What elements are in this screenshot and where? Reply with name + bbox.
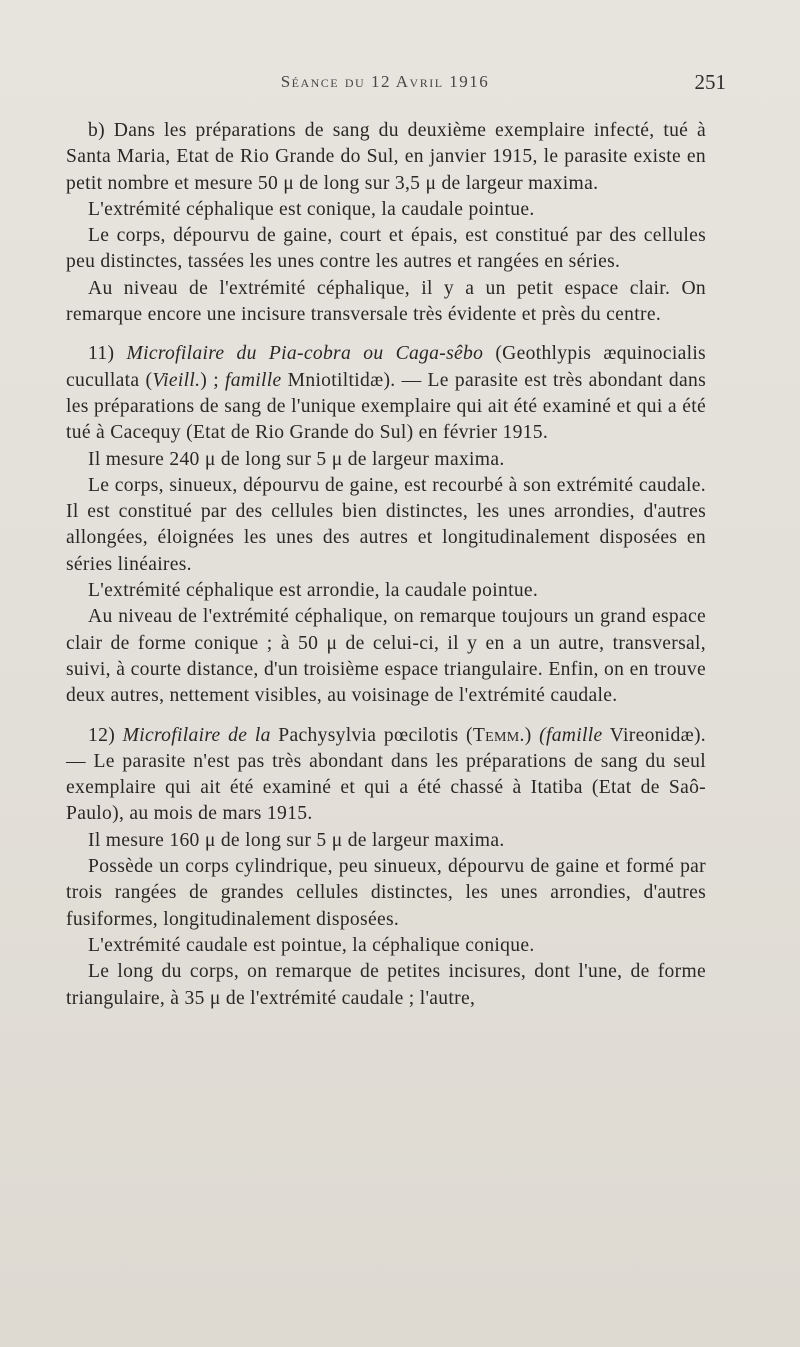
- paragraph-b-sample: b) Dans les préparations de sang du deuxième exemplaire infecté, tué à Santa Maria, Etat de Rio Grande do Sul, en janvier 1915, le parasite existe en petit nombre et mesure 50 μ de long sur 3,5 μ de largeur maxima.: [66, 120, 706, 194]
- section-number: 12): [88, 724, 123, 746]
- paragraph-body-sinuous: Le corps, sinueux, dépourvu de gaine, est recourbé à son extrémité caudale. Il est constitué par des cellules bien distinctes, les unes arrondies, d'autres allongées, éloignées les unes des autres et longitudinalement disposées en séries linéaires.: [66, 474, 706, 575]
- paragraph-body-structure: Le corps, dépourvu de gaine, court et épais, est constitué par des cellules peu distinctes, tassées les unes contre les autres et rangées en séries.: [66, 225, 706, 273]
- paragraph-incisures: Le long du corps, on remarque de petites incisures, dont l'une, de forme triangulaire, à 35 μ de l'extrémité caudale ; l'autre,: [66, 961, 706, 1009]
- paragraph-cylindrical-body: Possède un corps cylindrique, peu sinueux, dépourvu de gaine et formé par trois rangées de grandes cellules distinctes, les unes arrondies, d'autres fusiformes, longitudinalement disposées.: [66, 856, 706, 930]
- section-text: Mniotiltidæ). — Le parasite est très abondant dans les préparations de sang de l'unique exemplaire qui ait été examiné et qui a été tué à Cacequy (Etat de Rio Grande do Sul) en février 1915.: [66, 369, 706, 444]
- separator-text: ) ;: [200, 369, 226, 391]
- paragraph-section-12: [66, 723, 706, 828]
- paragraph-measure-160: Il mesure 160 μ de long sur 5 μ de largeur maxima.: [88, 829, 505, 851]
- running-head-title: Séance du 12 Avril 1916: [280, 72, 490, 91]
- running-head: [66, 70, 726, 98]
- body-text: [66, 118, 706, 1012]
- paragraph-section-11: [66, 341, 706, 446]
- section-title: Microfilaire de la: [122, 724, 271, 746]
- species-name: (Geothlypis æquinocialis cucullata (: [66, 343, 706, 391]
- paragraph-caudal-pointed: L'extrémité caudale est pointue, la céphalique conique.: [88, 934, 535, 956]
- separator-text: ): [524, 724, 540, 746]
- paragraph-clear-space: Au niveau de l'extrémité céphalique, il y a un petit espace clair. On remarque encore une incisure transversale très évidente et près du centre.: [66, 277, 706, 326]
- author-name: Temm.: [472, 724, 525, 746]
- paragraph-cephalic-rounded: L'extrémité céphalique est arrondie, la caudale pointue.: [88, 580, 539, 602]
- page-number: 251: [694, 70, 726, 94]
- paragraph-cephalic-end: L'extrémité céphalique est conique, la caudale pointue.: [88, 198, 535, 220]
- section-number: 11): [88, 343, 127, 365]
- species-name: Pachysylvia pœcilotis (: [270, 724, 473, 746]
- family-label: (famille: [539, 724, 603, 746]
- family-label: famille: [225, 369, 282, 391]
- paragraph-clear-spaces: Au niveau de l'extrémité céphalique, on remarque toujours un grand espace clair de forme conique ; à 50 μ de celui-ci, il y en a un autre, transversal, suivi, à courte distance, d'un troisième espace triangulaire. Enfin, on en trouve deux autres, nettement visibles, au voisinage de l'extrémité caudale.: [66, 606, 706, 707]
- section-text: Vireonidæ). — Le parasite n'est pas très abondant dans les préparations de sang du seul exemplaire qui ait été examiné et qui a été chassé à Itatiba (Etat de Saô-Paulo), au mois de mars 1915.: [66, 724, 706, 825]
- author-name: Vieill.: [152, 369, 201, 391]
- section-title: Microfilaire du Pia-cobra ou Caga-sêbo: [126, 343, 484, 365]
- paragraph-measure-240: Il mesure 240 μ de long sur 5 μ de largeur maxima.: [88, 448, 505, 470]
